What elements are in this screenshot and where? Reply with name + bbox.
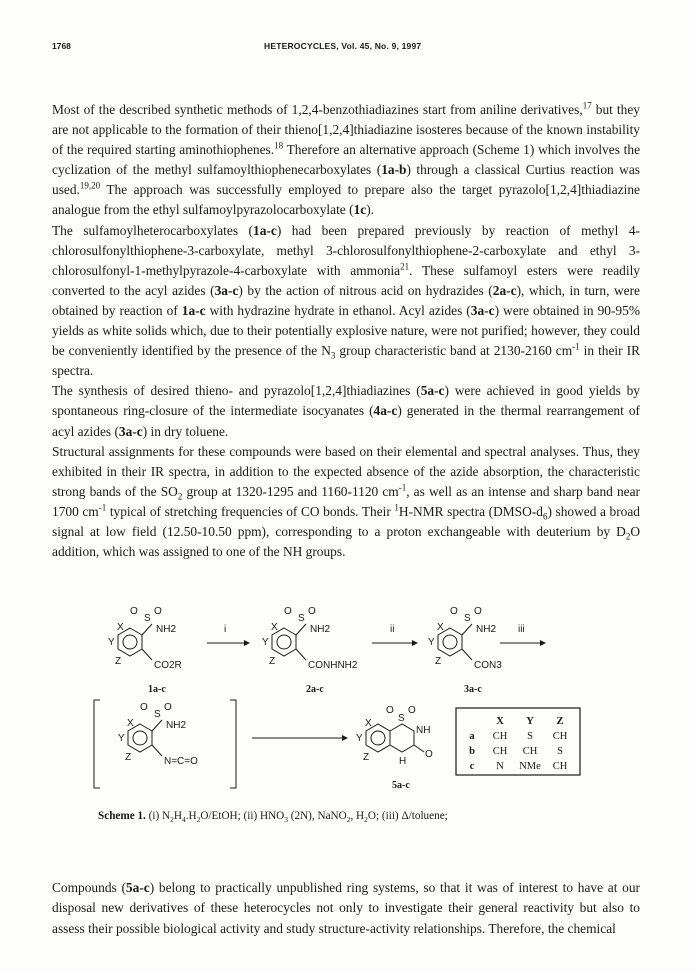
table-cell: c	[469, 761, 475, 772]
text-run: O/EtOH; (ii) HNO	[200, 810, 285, 822]
atom-z: Z	[435, 656, 442, 667]
compound-ref: 3a-c	[118, 423, 143, 439]
text-run: .H	[185, 810, 197, 822]
paragraph	[52, 878, 640, 939]
atom-z: Z	[269, 656, 276, 667]
structure-5	[356, 705, 433, 767]
atom-nh2: NH2	[476, 624, 497, 635]
scheme-drawing	[52, 590, 652, 825]
subscript: 2	[170, 815, 174, 825]
superscript: -1	[572, 341, 580, 352]
structure-4	[118, 702, 198, 767]
reaction-scheme	[52, 590, 652, 825]
paragraph	[52, 442, 640, 563]
atom-o: O	[474, 606, 482, 617]
text-run: ) were achieved in good yields by spontaneous ring-closure of the intermediate isocyanates (	[52, 383, 641, 419]
text-run: O addition, which was assigned to one of the NH groups.	[52, 523, 640, 560]
text-run: ) generated in the thermal rearrangement of acyl azides (	[52, 403, 640, 439]
atom-y: Y	[428, 637, 435, 648]
text-run: ), which, in turn, were obtained by reaction of	[52, 282, 641, 318]
group-ester: CO2R	[154, 660, 182, 671]
subscript: 4	[181, 815, 186, 825]
superscript: 21	[400, 261, 410, 272]
scheme-caption	[98, 810, 448, 824]
compound-ref: 1a-c	[253, 222, 277, 238]
atom-o: O	[450, 606, 458, 617]
atom-nh: NH	[416, 725, 431, 736]
compound-label: 5a-c	[392, 780, 410, 791]
table-cell: CH	[522, 746, 538, 757]
atom-z: Z	[125, 752, 132, 763]
atom-z: Z	[115, 656, 122, 667]
body-text-continued	[52, 878, 640, 939]
structure-2	[262, 606, 358, 671]
step-label: iii	[518, 624, 525, 635]
structure-1	[108, 606, 182, 671]
group-isocyanate: N=C=O	[164, 756, 198, 767]
superscript: -1	[98, 502, 107, 513]
atom-s: S	[464, 613, 471, 624]
text-run: Most of the described synthetic methods of 1,2,4-benzothiadiazines start from aniline derivatives,	[52, 102, 583, 117]
superscript: 1	[394, 502, 399, 513]
text-run: ).	[366, 202, 375, 218]
text-run: Therefore an alternative approach (Scheme 1) which involves the cyclization of the methyl sulfamoylthiophenecarboxylates (	[52, 142, 641, 178]
atom-x: X	[437, 622, 444, 633]
table-header-cell: Z	[556, 716, 564, 727]
text-run: but they are not applicable to the formation of their thieno[1,2,4]thiadiazine isosteres because of the known instability of the required starting aminothiophenes.	[52, 102, 640, 158]
superscript: 18	[274, 140, 284, 151]
text-run: Structural assignments for these compounds were based on their elemental and spectral analyses. Thus, they exhibited in their IR spectra, in addition to the expected absence of the azide absorption, the characteristic strong bands of the SO	[52, 443, 640, 499]
journal-citation: HETEROCYCLES, Vol. 45, No. 9, 1997	[264, 41, 422, 51]
atom-x: X	[127, 718, 134, 729]
page-number: 1768	[52, 41, 71, 51]
atom-s: S	[398, 713, 405, 724]
caption-text	[145, 810, 448, 825]
atom-o: O	[154, 606, 162, 617]
compound-ref: 1a-c	[181, 302, 206, 318]
atom-y: Y	[118, 733, 125, 744]
atom-y: Y	[356, 733, 363, 744]
compound-ref: 1a-b	[381, 162, 407, 178]
paragraph	[52, 221, 640, 382]
subscript: 2	[346, 815, 351, 825]
text-run: ) by the action of nitrous acid on hydrazides (	[238, 282, 493, 298]
running-header	[52, 41, 652, 55]
atom-s: S	[298, 613, 305, 624]
text-run: . These sulfamoyl esters were readily converted to the acyl azides (	[52, 262, 640, 298]
subscript: 6	[542, 511, 548, 522]
superscript: 17	[582, 100, 592, 111]
atom-o: O	[308, 606, 316, 617]
compound-ref: 5a-c	[125, 880, 150, 895]
atom-x: X	[271, 622, 278, 633]
table-cell: a	[469, 731, 475, 742]
atom-nh2: NH2	[310, 624, 331, 635]
table-header-cell: Y	[526, 716, 534, 727]
text-run: O; (iii) Δ/toluene;	[367, 810, 448, 822]
text-run: ) in dry toluene.	[142, 423, 229, 439]
step-label: ii	[390, 624, 395, 635]
text-run: group at 1320-1295 and 1160-1120 cm	[182, 483, 399, 499]
atom-nh2: NH2	[156, 624, 177, 635]
subscript: 2	[177, 491, 183, 502]
text-run: ) were obtained in 90-95% yields as white solids which, due to their potentially explosive nature, were not purified; however, they could be conveniently identified by the presence of the N	[52, 302, 640, 359]
text-run: The synthesis of desired thieno- and pyrazolo[1,2,4]thiadiazines (	[52, 383, 421, 399]
text-run: group characteristic band at 2130-2160 cm	[335, 343, 573, 359]
substituent-table	[456, 708, 580, 775]
compound-label: 3a-c	[464, 684, 482, 695]
superscript: -1	[398, 482, 407, 493]
text-run: H	[173, 810, 182, 822]
text-run: , H	[350, 810, 365, 822]
atom-x: X	[117, 622, 124, 633]
atom-o: O	[408, 705, 416, 716]
compound-ref: 2a-c	[492, 282, 517, 298]
atom-o: O	[130, 606, 138, 617]
table-cell: N	[496, 761, 504, 772]
caption-label: Scheme 1.	[98, 810, 146, 822]
compound-ref: 3a-c	[214, 282, 239, 298]
compound-label: 1a-c	[148, 684, 166, 695]
table-cell: CH	[492, 746, 508, 757]
table-cell: CH	[552, 761, 568, 772]
paragraph	[52, 100, 640, 221]
text-run: Compounds (	[52, 880, 126, 895]
group-hydrazide: CONHNH2	[308, 660, 358, 671]
atom-o: O	[284, 606, 292, 617]
subscript: 2	[625, 531, 631, 542]
atom-y: Y	[262, 637, 269, 648]
compound-ref: 1c	[353, 202, 367, 218]
table-cell: S	[527, 731, 533, 742]
table-cell: CH	[552, 731, 568, 742]
text-run: , as well as an intense and sharp band near 1700 cm	[52, 483, 640, 519]
text-run: typical of stretching frequencies of CO bonds. Their	[106, 503, 395, 519]
compound-ref: 5a-c	[420, 383, 445, 399]
subscript: 2	[364, 815, 368, 825]
structure-3	[428, 606, 502, 671]
text-run: ) had been prepared previously by reaction of methyl 4-chlorosulfonylthiophene-3-carboxylate, methyl 3-chlorosulfonylthiophene-2-carboxylate and ethyl 3-chlorosulfonyl-1-methylpyrazole-4-carboxylate with ammonia	[52, 222, 640, 278]
atom-s: S	[154, 709, 161, 720]
text-run: (2N), NaNO	[287, 810, 347, 822]
text-run: The approach was successfully employed to prepare also the target pyrazolo[1,2,4]thiadiazine analogue from the ethyl sulfamoylpyrazolocarboxylate (	[52, 182, 640, 218]
atom-nh2: NH2	[166, 720, 187, 731]
text-run: ) through a classical Curtius reaction was used.	[52, 162, 640, 198]
compound-ref: 4a-c	[373, 403, 398, 419]
subscript: 3	[284, 815, 288, 825]
atom-o: O	[386, 705, 394, 716]
superscript: 19,20	[79, 180, 101, 191]
table-header-cell: X	[496, 716, 504, 727]
atom-o: O	[164, 702, 172, 713]
table-cell: CH	[492, 731, 508, 742]
text-run: The sulfamoylheterocarboxylates (	[52, 222, 254, 238]
atom-s: S	[144, 613, 151, 624]
compound-label: 2a-c	[306, 684, 324, 695]
text-run: in their IR spectra.	[52, 343, 640, 379]
text-run: with hydrazine hydrate in ethanol. Acyl azides (	[205, 302, 471, 318]
body-text	[52, 100, 640, 562]
text-run: ) showed a broad signal at low field (12.50-10.50 ppm), corresponding to a proton exchangeable with deuterium by D	[52, 503, 640, 539]
subscript: 2	[196, 815, 201, 825]
table-cell: b	[469, 746, 475, 757]
compound-ref: 3a-c	[470, 302, 495, 318]
step-label: i	[224, 624, 227, 635]
text-run: H-NMR spectra (DMSO-d	[398, 503, 543, 519]
paragraph	[52, 381, 640, 441]
atom-o: O	[140, 702, 148, 713]
text-run: ) belong to practically unpublished ring systems, so that it was of interest to have at our disposal new derivatives of these heterocycles not only to investigate their general reactivity but also to assess their possible biological activity and study structure-activity relationships. Therefore, the chemical	[52, 880, 640, 936]
atom-z: Z	[363, 752, 370, 763]
table-cell: S	[557, 746, 563, 757]
table-cell: NMe	[519, 761, 541, 772]
group-acyl-azide: CON3	[474, 660, 502, 671]
subscript: 3	[330, 350, 336, 361]
atom-x: X	[365, 718, 372, 729]
text-run: (i) N	[145, 810, 171, 822]
atom-y: Y	[108, 637, 115, 648]
atom-h: H	[399, 756, 407, 767]
atom-o: O	[425, 749, 433, 760]
